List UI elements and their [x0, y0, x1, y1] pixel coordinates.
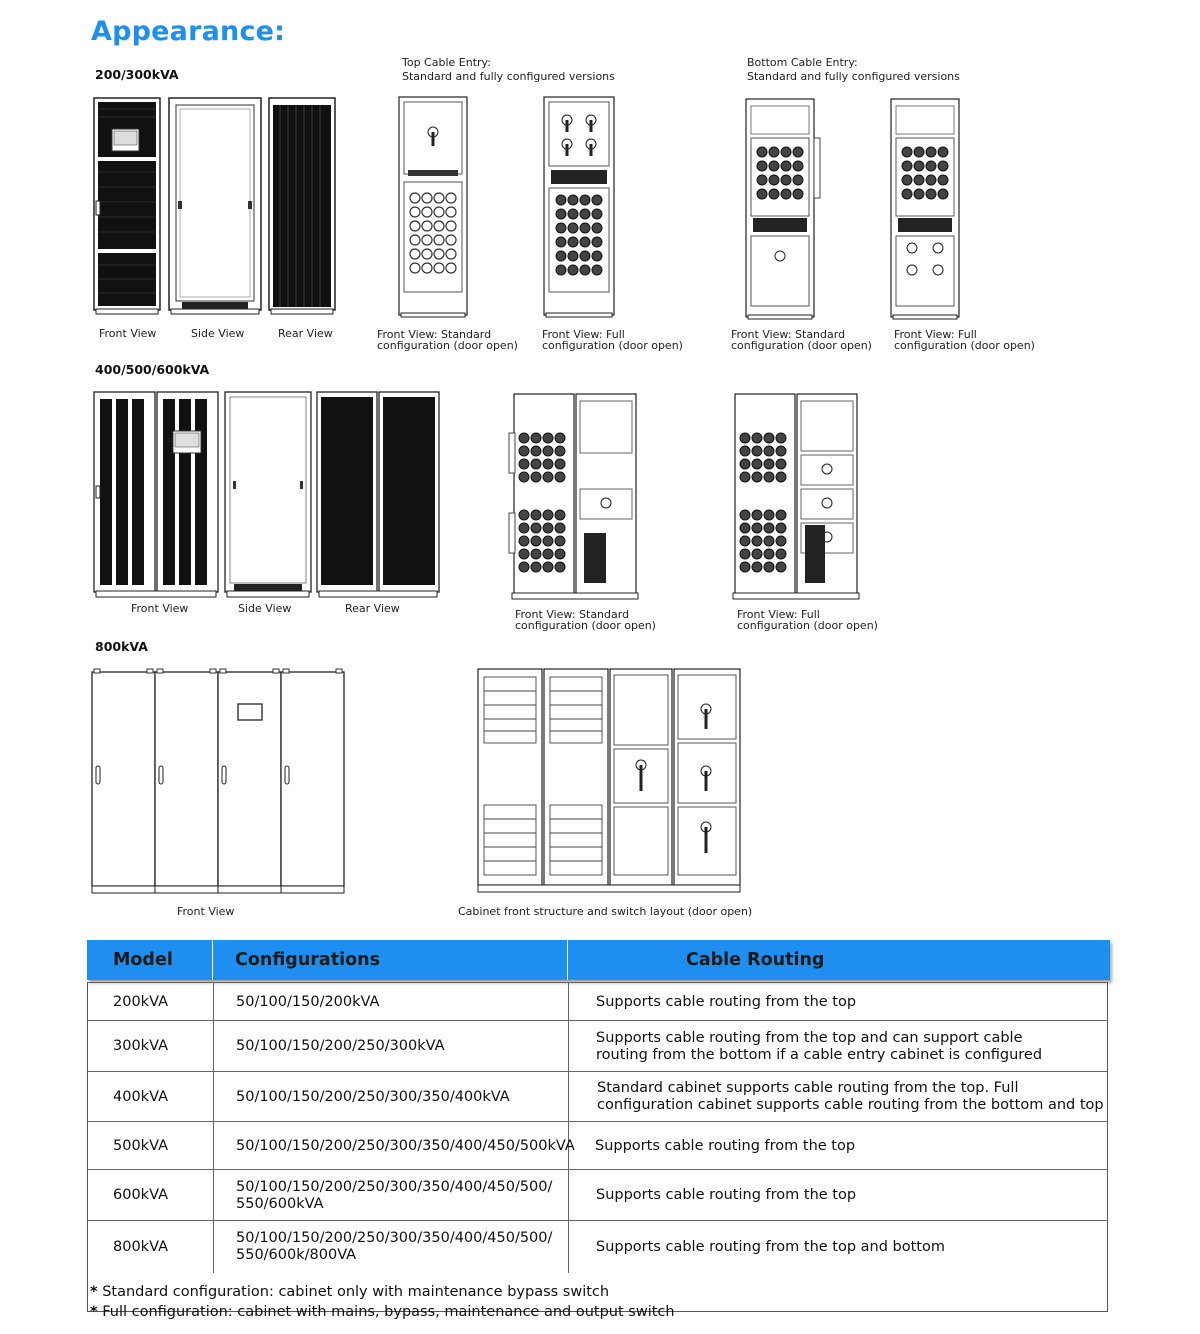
top-entry-heading: Top Cable Entry: Standard and fully configured versions — [402, 56, 615, 83]
cell-model: 800kVA — [113, 1238, 168, 1255]
cell-model: 600kVA — [113, 1187, 168, 1203]
s2-caption-front: Front View — [131, 602, 189, 615]
table-row — [88, 1071, 1107, 1122]
ups-200-side-illustration — [168, 97, 262, 315]
header-model: Model — [113, 950, 173, 970]
ups-200-front-illustration — [93, 97, 161, 315]
s2-caption-rear: Rear View — [345, 602, 400, 615]
cell-routing: Supports cable routing from the top and can support cable routing from the bottom if a cable entry cabinet is configured — [596, 1029, 1043, 1063]
ups-400-full-open-illustration — [731, 393, 861, 605]
s1-caption-rear: Rear View — [278, 327, 333, 340]
s2-standard-caption: Front View: Standard configuration (door open) — [515, 608, 656, 632]
table-row — [88, 1220, 1107, 1273]
cell-config: 50/100/150/200/250/300/350/400/450/500kVA — [236, 1137, 575, 1154]
s3-front-caption: Front View — [177, 905, 235, 918]
cell-config: 50/100/150/200/250/300/350/400/450/500/ 550/600k/800VA — [236, 1230, 553, 1263]
s2-caption-side: Side View — [238, 602, 292, 615]
cell-model: 300kVA — [113, 1038, 168, 1054]
cell-routing: Supports cable routing from the top and bottom — [596, 1238, 945, 1255]
s3-structure-caption: Cabinet front structure and switch layout (door open) — [458, 905, 753, 918]
cell-model: 500kVA — [113, 1137, 168, 1154]
ups-200-bottom-full-open-illustration — [890, 98, 964, 320]
s1-top-full-caption: Front View: Full configuration (door open) — [542, 328, 683, 352]
s2-full-caption: Front View: Full configuration (door open) — [737, 608, 878, 632]
ups-800-front-illustration — [90, 668, 350, 896]
table-row — [88, 1121, 1107, 1170]
header-configurations: Configurations — [235, 950, 380, 970]
ups-400-side-illustration — [224, 391, 312, 599]
section-label-800: 800kVA — [95, 639, 148, 654]
cell-config: 50/100/150/200kVA — [236, 993, 380, 1010]
table-row — [88, 1020, 1107, 1072]
cell-config: 50/100/150/200/250/300/350/400kVA — [236, 1088, 510, 1105]
header-cable-routing: Cable Routing — [686, 950, 825, 970]
section-label-200-300: 200/300kVA — [95, 67, 179, 82]
ups-400-rear-illustration — [316, 391, 440, 599]
cell-config: 50/100/150/200/250/300kVA — [236, 1038, 445, 1054]
ups-200-top-standard-open-illustration — [398, 96, 468, 318]
table-row — [88, 982, 1107, 1021]
table-header — [87, 940, 1110, 980]
cell-routing: Supports cable routing from the top — [596, 1187, 857, 1203]
s1-top-standard-caption: Front View: Standard configuration (door open) — [377, 328, 518, 352]
s1-bottom-full-caption: Front View: Full configuration (door open) — [894, 328, 1035, 352]
s1-caption-side: Side View — [191, 327, 245, 340]
cell-model: 200kVA — [113, 993, 168, 1010]
s1-caption-front: Front View — [99, 327, 157, 340]
page-title: Appearance: — [91, 16, 286, 47]
footnote-standard: * Standard configuration: cabinet only with maintenance bypass switch — [90, 1284, 610, 1300]
ups-400-standard-open-illustration — [508, 393, 640, 605]
table-row — [88, 1169, 1107, 1221]
ups-200-rear-illustration — [268, 97, 336, 315]
cell-routing: Standard cabinet supports cable routing from the top. Full configuration cabinet supports cable routing from the bottom and top — [597, 1080, 1104, 1113]
table-body — [87, 982, 1108, 1312]
ups-800-structure-illustration — [476, 667, 744, 899]
section-label-400-600: 400/500/600kVA — [95, 362, 210, 377]
footnote-full: * Full configuration: cabinet with mains, bypass, maintenance and output switch — [90, 1304, 675, 1320]
cell-config: 50/100/150/200/250/300/350/400/450/500/ 550/600kVA — [236, 1178, 553, 1212]
s1-bottom-standard-caption: Front View: Standard configuration (door open) — [731, 328, 872, 352]
bottom-entry-heading: Bottom Cable Entry: Standard and fully configured versions — [747, 56, 960, 83]
ups-200-top-full-open-illustration — [543, 96, 615, 318]
cell-model: 400kVA — [113, 1088, 168, 1105]
ups-400-front-illustration — [93, 391, 219, 599]
cell-routing: Supports cable routing from the top — [595, 1137, 856, 1154]
cell-routing: Supports cable routing from the top — [596, 993, 857, 1010]
ups-200-bottom-standard-open-illustration — [745, 98, 823, 320]
